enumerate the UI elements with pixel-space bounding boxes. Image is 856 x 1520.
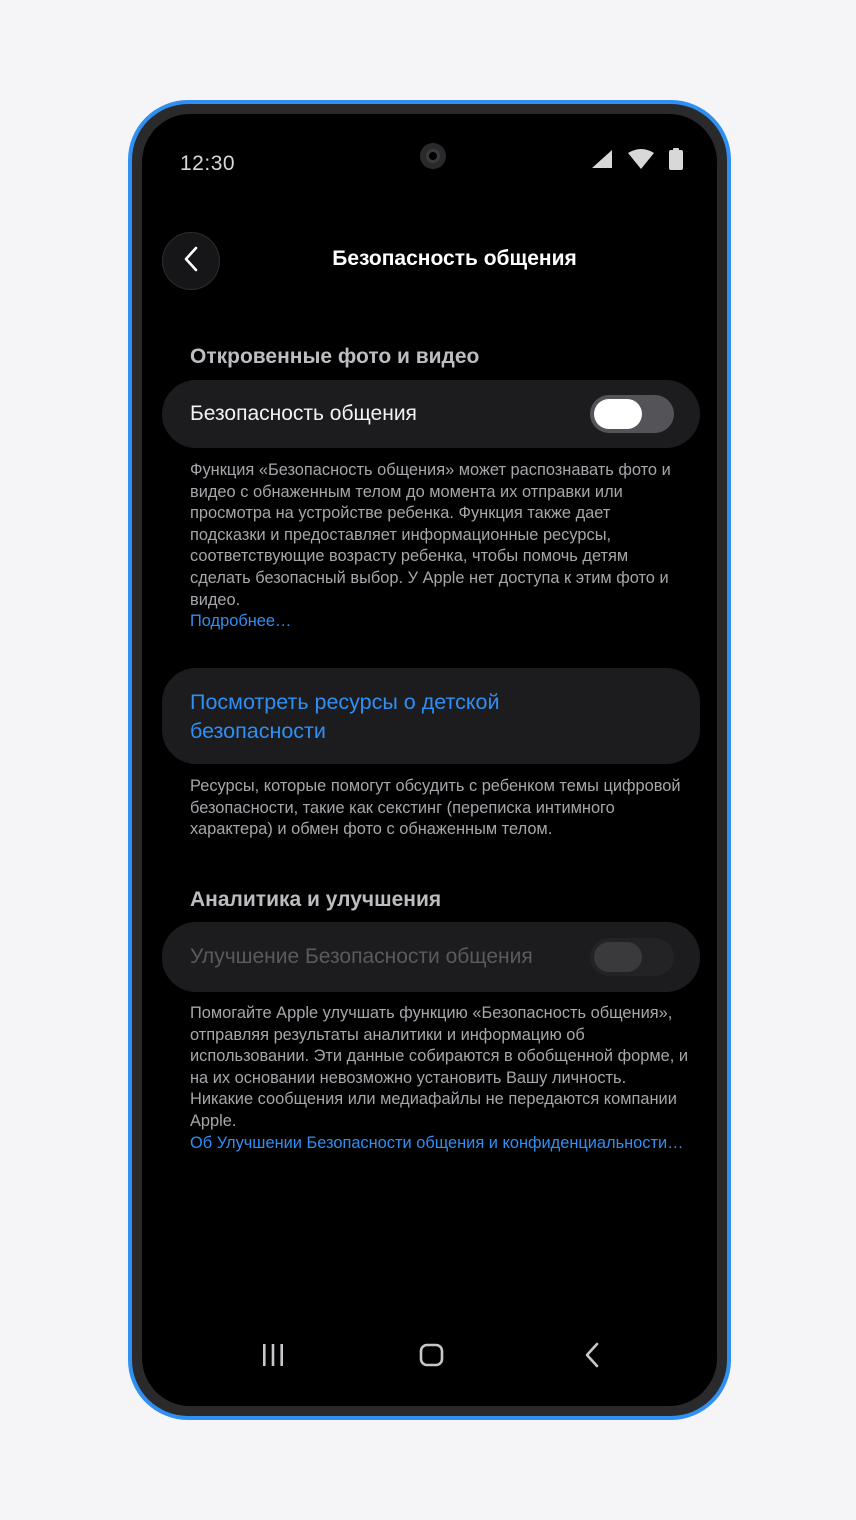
chevron-left-icon: [181, 245, 201, 278]
front-camera: [420, 143, 446, 169]
home-icon[interactable]: [419, 1342, 445, 1373]
section-header-explicit: Откровенные фото и видео: [190, 345, 480, 368]
analytics-description-block: [190, 1003, 690, 1154]
improve-safety-toggle[interactable]: [590, 938, 674, 976]
communication-safety-label: Безопасность общения: [190, 402, 417, 425]
learn-more-link[interactable]: Подробнее…: [190, 612, 292, 631]
phone-frame: [128, 100, 731, 1420]
section-header-analytics: Аналитика и улучшения: [190, 888, 442, 911]
screen: [142, 114, 717, 1406]
phone-body: [132, 104, 727, 1416]
child-safety-resources-link[interactable]: Посмотреть ресурсы о детской безопасности: [190, 690, 500, 743]
analytics-description: Помогайте Apple улучшать функцию «Безопасность общения», отправляя результаты аналитики и информацию об использовании. Эти данные собираются в обобщенной форме, и на их основании невозможно установить Вашу личность. Никакие сообщения или медиафайлы не передаются компании Apple.: [190, 1004, 689, 1130]
navigation-bar: [142, 1336, 717, 1380]
explicit-description: Функция «Безопасность общения» может распознавать фото и видео с обнаженным телом до момента их отправки или просмотра на устройстве ребенка. Функция также дает подсказки и предоставляет информационные ресурсы, соответствующие возрасту ребенка, чтобы помочь детям сделать безопасный выбор. У Apple нет доступа к этим фото и видео.: [190, 461, 671, 609]
about-privacy-link[interactable]: Об Улучшении Безопасности общения и конфиденциальности…: [190, 1133, 684, 1152]
status-icons: [591, 148, 683, 170]
toggle-knob: [594, 399, 642, 429]
cellular-signal-icon: [591, 149, 613, 169]
wifi-icon: [627, 148, 655, 170]
improve-safety-label: Улучшение Безопасности общения: [190, 945, 533, 968]
back-icon[interactable]: [583, 1342, 603, 1373]
communication-safety-toggle[interactable]: [590, 395, 674, 433]
child-safety-resources-row[interactable]: [162, 668, 700, 764]
recent-apps-icon[interactable]: [260, 1342, 286, 1373]
explicit-description-block: [190, 460, 690, 633]
toggle-knob: [594, 942, 642, 972]
communication-safety-row[interactable]: [162, 380, 700, 448]
back-button[interactable]: [162, 232, 220, 290]
resources-description: Ресурсы, которые помогут обсудить с ребенком темы цифровой безопасности, такие как секстинг (переписка интимного характера) и обмен фото с обнаженным телом.: [190, 777, 681, 839]
status-time: 12:30: [180, 152, 236, 175]
battery-icon: [669, 148, 683, 170]
page-title: Безопасность общения: [332, 247, 577, 270]
improve-safety-row: [162, 922, 700, 992]
